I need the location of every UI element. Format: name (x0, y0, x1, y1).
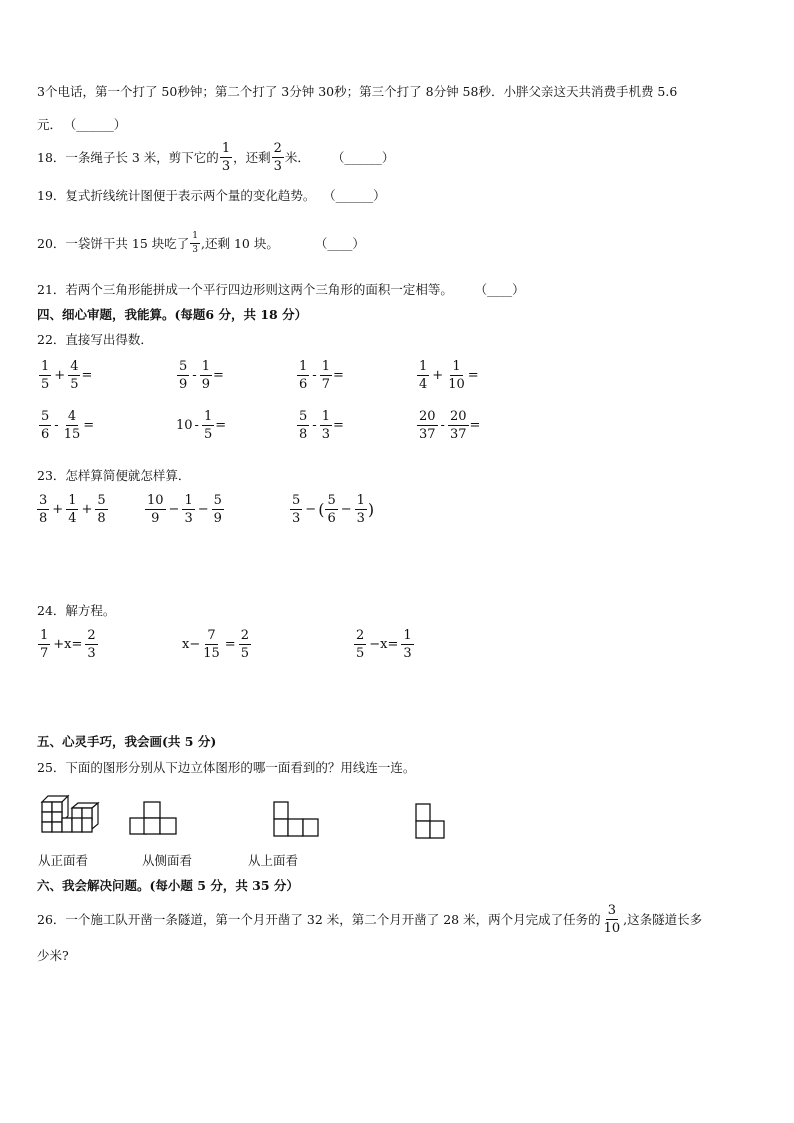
q20-fraction: $\frac{1}{3}$ (192, 231, 198, 255)
q22-row1-expression-3: $\frac{1}{6}$ - $\frac{1}{7}$ = (299, 359, 344, 392)
q18 (37, 142, 394, 173)
q20 (37, 232, 365, 255)
q25-solid-figure (38, 794, 100, 836)
q24-equation-2: x− $\frac{7}{15}$ = $\frac{2}{5}$ (182, 628, 249, 661)
q21 (37, 281, 525, 299)
q22-row2-expression-2: 10 - $\frac{1}{5}$ = (176, 409, 227, 442)
q20-post: ,还剩 10 块。 (201, 235, 279, 251)
q22-title: 22．直接写出得数． (37, 332, 153, 347)
q22-row1-expression-2: $\frac{5}{9}$ - $\frac{1}{9}$ = (179, 359, 224, 392)
q20-pre: 20．一袋饼干共 15 块吃了 (37, 235, 190, 251)
q24-equation-3: $\frac{2}{5}$ −x= $\frac{1}{3}$ (356, 628, 412, 661)
q26-post: ,这条隧道长多 (623, 911, 703, 927)
section-5-title: 五、心灵手巧，我会画(共 5 分) (37, 734, 217, 749)
q18-fraction-2: $\frac{2}{3}$ (273, 141, 282, 174)
q21-answer-blank[interactable]: （____） (480, 282, 525, 297)
q26-line1 (37, 904, 702, 935)
q17-line2-text: 元． (37, 117, 63, 132)
q25-title: 25．下面的图形分别从下边立体图形的哪一面看到的？用线连一连。 (37, 760, 416, 775)
q25-label-front: 从正面看 (38, 853, 89, 868)
q22-row2-expression-1: $\frac{5}{6}$ - $\frac{4}{15}$ = (41, 409, 95, 442)
q26-fraction: $\frac{3}{10}$ (603, 903, 621, 936)
q24-equation-1: $\frac{1}{7}$ +x= $\frac{2}{3}$ (40, 628, 96, 661)
q18-answer-blank[interactable]: （______） (331, 149, 395, 165)
section-6-title: 六、我会解决问题。(每小题 5 分，共 35 分） (37, 878, 299, 893)
q25-view-figure-2 (272, 800, 320, 838)
q25-label-side: 从侧面看 (142, 853, 193, 868)
q18-pre: 18．一条绳子长 3 米，剪下它的 (37, 149, 219, 165)
section-4-title: 四、细心审题，我能算。(每题6 分，共 18 分） (37, 307, 308, 322)
q23-title: 23．怎样算简便就怎样算． (37, 468, 191, 483)
q24-title: 24．解方程。 (37, 603, 116, 618)
q19-text: 19．复式折线统计图便于表示两个量的变化趋势。 (37, 188, 316, 203)
q23-expression-1: $\frac{3}{8}$ + $\frac{1}{4}$ + $\frac{5}{8}$ (39, 493, 106, 526)
q17-paren-open: （ (70, 117, 77, 132)
q17-answer-blank[interactable]: ______ (76, 117, 114, 132)
q18-fraction-1: $\frac{1}{3}$ (221, 141, 231, 174)
q22-row2-expression-4: $\frac{20}{37}$ - $\frac{20}{37}$ = (419, 409, 481, 442)
q25-view-figure-3 (414, 802, 448, 840)
q19 (37, 187, 386, 205)
q21-text: 21．若两个三角形能拼成一个平行四边形则这两个三角形的面积一定相等。 (37, 282, 453, 297)
q23-expression-2: $\frac{10}{9}$ − $\frac{1}{3}$ − $\frac{5}{9}$ (147, 493, 222, 526)
q18-mid: ，还剩 (233, 149, 271, 165)
q26-line2: 少米? (37, 948, 69, 963)
q19-answer-blank[interactable]: （______） (329, 188, 386, 203)
q23-expression-3: $\frac{5}{3}$ − ( $\frac{5}{6}$ − $\frac{1}{3}$ ) (292, 493, 375, 526)
q25-view-figure-1 (128, 800, 178, 836)
q26-pre: 26．一个施工队开凿一条隧道，第一个月开凿了 32 米，第二个月开凿了 28 米，两个月完成了任务的 (37, 911, 601, 927)
q22-row2-expression-3: $\frac{5}{8}$ - $\frac{1}{3}$ = (299, 409, 344, 442)
q25-label-top: 从上面看 (248, 853, 299, 868)
q20-answer-blank[interactable]: （____） (314, 235, 365, 251)
q17-line2 (37, 116, 126, 134)
q17-line1: 3个电话，第一个打了 50秒钟；第二个打了 3分钟 30秒；第三个打了 8分钟 58秒．小胖父亲这天共消费手机费 5.6 (37, 84, 678, 99)
q18-post: 米． (284, 149, 310, 165)
q17-paren-close: ） (113, 117, 127, 132)
q22-row1-expression-4: $\frac{1}{4}$ + $\frac{1}{10}$ = (419, 359, 479, 392)
q22-row1-expression-1: $\frac{1}{5}$ + $\frac{4}{5}$ = (41, 359, 93, 392)
